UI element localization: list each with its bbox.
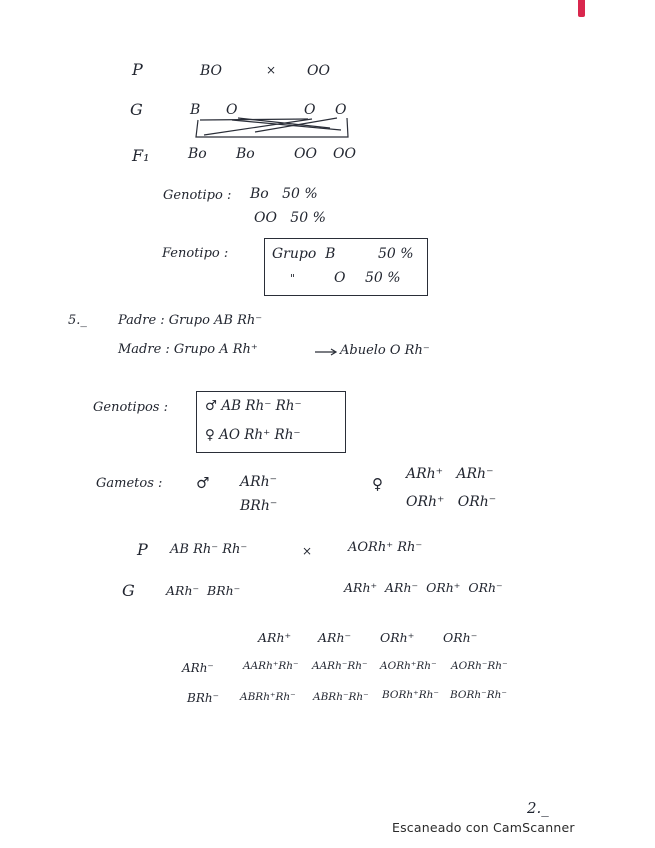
genotipo-male: ♂ AB Rh⁻ Rh⁻ (205, 398, 302, 414)
g-label: G (130, 100, 143, 119)
padre-line: Padre : Grupo AB Rh⁻ (118, 313, 263, 328)
punnett-col-3: ORh⁺ (380, 630, 415, 645)
genotipo-row1: Bo 50 % (250, 186, 318, 202)
fenotipo-row1-pct: 50 % (378, 246, 414, 262)
cross2-gametes-male: ARh⁻ BRh⁻ (166, 583, 241, 598)
f1-bo-1: Bo (188, 146, 207, 162)
cross2-gametes-female: ARh⁺ ARh⁻ ORh⁺ ORh⁻ (344, 580, 503, 595)
punnett-cell: AORh⁺Rh⁻ (380, 660, 437, 672)
parent1: BO (200, 63, 223, 79)
punnett-col-1: ARh⁺ (258, 630, 292, 645)
punnett-cell: ABRh⁺Rh⁻ (240, 691, 296, 703)
genotipo-label: Genotipo : (163, 188, 232, 203)
cross2-times: × (302, 544, 313, 558)
f1-oo-2: OO (333, 146, 356, 162)
punnett-cell: BORh⁺Rh⁻ (382, 689, 439, 701)
punnett-cell: AARh⁻Rh⁻ (312, 660, 368, 672)
cross2-p-label: P (137, 540, 148, 559)
punnett-row-2-head: BRh⁻ (187, 691, 219, 705)
male-symbol: ♂ (196, 474, 210, 492)
f1-label: F₁ (132, 146, 150, 165)
fenotipo-row1-group: Grupo B (272, 246, 336, 262)
fenotipo-ditto: " (290, 272, 296, 285)
gameto-male-2: BRh⁻ (240, 498, 278, 514)
parent2: OO (307, 63, 330, 79)
punnett-col-4: ORh⁻ (443, 630, 478, 645)
f1-bo-2: Bo (236, 146, 255, 162)
fenotipo-row2-pct: 50 % (365, 270, 401, 286)
genotipo-female: ♀ AO Rh⁺ Rh⁻ (205, 427, 301, 443)
cross2-g-label: G (122, 581, 135, 600)
gamete-o2: O (304, 102, 316, 118)
p-label: P (132, 60, 143, 79)
problem-number: 5._ (68, 313, 87, 328)
punnett-cell: BORh⁻Rh⁻ (450, 689, 507, 701)
genotipo-row2: OO 50 % (254, 210, 326, 226)
fenotipo-row2-group: O (334, 270, 346, 286)
abuelo-text: Abuelo O Rh⁻ (340, 343, 430, 358)
gamete-o3: O (335, 102, 347, 118)
gameto-female-2: ORh⁺ ORh⁻ (406, 494, 497, 510)
cross2-parent2: AORh⁺ Rh⁻ (348, 540, 423, 555)
punnett-col-2: ARh⁻ (318, 630, 352, 645)
punnett-row-1-head: ARh⁻ (182, 661, 214, 675)
gameto-female-1: ARh⁺ ARh⁻ (406, 466, 494, 482)
times-sign: × (266, 63, 277, 77)
gamete-b: B (190, 102, 201, 118)
punnett-cell: AORh⁻Rh⁻ (451, 660, 508, 672)
genotipos-label: Genotipos : (93, 400, 168, 415)
female-symbol: ♀ (372, 475, 383, 493)
madre-line: Madre : Grupo A Rh⁺ (118, 342, 258, 357)
punnett-cell: AARh⁺Rh⁻ (243, 660, 299, 672)
scanner-watermark: Escaneado con CamScanner (392, 820, 575, 835)
gametos-label: Gametos : (96, 476, 163, 491)
cross2-parent1: AB Rh⁻ Rh⁻ (170, 542, 248, 557)
gameto-male-1: ARh⁻ (240, 474, 278, 490)
punnett-cell: ABRh⁻Rh⁻ (313, 691, 369, 703)
page-number: 2._ (527, 799, 549, 817)
fenotipo-label: Fenotipo : (162, 246, 229, 261)
gamete-o1: O (226, 102, 238, 118)
f1-oo-1: OO (294, 146, 317, 162)
